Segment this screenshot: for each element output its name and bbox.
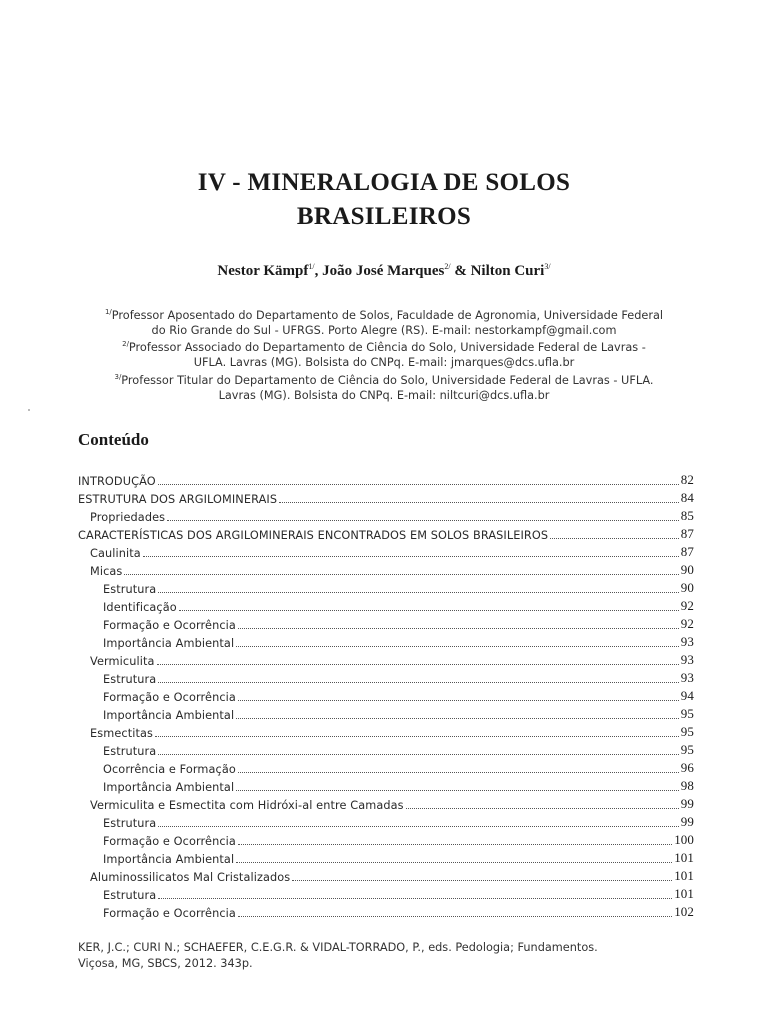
toc-entry[interactable]	[78, 776, 694, 794]
toc-entry-label: Formação e Ocorrência	[103, 907, 236, 920]
toc-entry[interactable]	[78, 650, 694, 668]
toc-entry-page: 92	[680, 616, 694, 631]
toc-entry-page: 99	[680, 814, 694, 829]
toc-entry[interactable]	[78, 794, 694, 812]
citation-line-2: Viçosa, MG, SBCS, 2012. 343p.	[78, 957, 253, 970]
toc-leader	[550, 538, 679, 539]
contents-heading: Conteúdo	[78, 430, 149, 449]
toc-leader	[236, 790, 679, 791]
chapter-title-line-1: IV - MINERALOGIA DE SOLOS	[197, 169, 571, 196]
toc-entry-label: ESTRUTURA DOS ARGILOMINERAIS	[78, 493, 278, 506]
toc-entry[interactable]	[78, 578, 694, 596]
toc-entry-page: 93	[680, 652, 694, 667]
affiliation-3-mark: 3/	[114, 373, 122, 381]
toc-entry-label: Formação e Ocorrência	[103, 691, 236, 704]
affiliation-2-text-1: Professor Associado do Departamento de Ciência do Solo, Universidade Federal de Lavras -	[128, 340, 646, 354]
toc-entry[interactable]	[78, 866, 694, 884]
toc-entry[interactable]	[78, 524, 694, 542]
toc-entry-label: Micas	[90, 565, 123, 578]
toc-leader	[158, 592, 678, 593]
toc-entry-label: Estrutura	[103, 889, 157, 902]
toc-entry-label: Importância Ambiental	[103, 709, 235, 722]
toc-entry-page: 87	[680, 526, 694, 541]
toc-entry-page: 101	[674, 850, 694, 865]
toc-entry[interactable]	[78, 740, 694, 758]
affiliation-3-line-2: Lavras (MG). Bolsista do CNPq. E-mail: niltcuri@dcs.ufla.br	[218, 388, 550, 402]
toc-entry-page: 100	[674, 832, 694, 847]
toc-leader	[179, 610, 679, 611]
author-3: Nilton Curi	[470, 263, 545, 279]
toc-entry-page: 101	[674, 868, 694, 883]
toc-entry-page: 98	[680, 778, 694, 793]
affiliation-1-mark: 1/	[104, 308, 112, 316]
affiliation-1-line-2: do Rio Grande do Sul - UFRGS. Porto Alegre (RS). E-mail: nestorkampf@gmail.com	[151, 323, 617, 337]
toc-entry[interactable]	[78, 560, 694, 578]
affiliation-1	[0, 305, 768, 338]
toc-entry[interactable]	[78, 848, 694, 866]
toc-entry-page: 84	[680, 490, 694, 505]
toc-entry-label: Esmectitas	[90, 727, 153, 740]
toc-entry-page: 99	[680, 796, 694, 811]
toc-entry-label: Ocorrência e Formação	[103, 763, 236, 776]
toc-entry-page: 93	[680, 634, 694, 649]
toc-entry-page: 101	[674, 886, 694, 901]
toc-entry[interactable]	[78, 542, 694, 560]
toc-entry-page: 85	[680, 508, 694, 523]
affiliation-2-mark: 2/	[122, 340, 129, 348]
author-1-mark: 1/	[308, 262, 315, 271]
toc-leader	[158, 682, 678, 683]
toc-entry[interactable]	[78, 596, 694, 614]
toc-entry[interactable]	[78, 686, 694, 704]
affiliation-2	[0, 337, 768, 370]
toc-entry[interactable]	[78, 884, 694, 902]
toc-entry-page: 92	[680, 598, 694, 613]
toc-entry-label: Formação e Ocorrência	[103, 835, 236, 848]
toc-entry-page: 94	[680, 688, 694, 703]
toc-entry-label: Estrutura	[103, 745, 157, 758]
toc-entry[interactable]	[78, 722, 694, 740]
toc-entry[interactable]	[78, 668, 694, 686]
toc-entry[interactable]	[78, 614, 694, 632]
toc-leader	[157, 664, 679, 665]
authors-line	[0, 262, 768, 280]
author-2: João José Marques	[322, 263, 445, 279]
toc-entry-page: 102	[674, 904, 694, 919]
toc-leader	[158, 484, 679, 485]
toc-entry-page: 87	[680, 544, 694, 559]
toc-entry-page: 90	[680, 580, 694, 595]
toc-leader	[406, 808, 679, 809]
toc-leader	[279, 502, 679, 503]
toc-entry-label: Estrutura	[103, 817, 157, 830]
toc-leader	[158, 754, 678, 755]
author-1: Nestor Kämpf	[217, 263, 309, 279]
citation-line-1: KER, J.C.; CURI N.; SCHAEFER, C.E.G.R. & VIDAL-TORRADO, P., eds. Pedologia; Fundamentos.	[78, 941, 598, 954]
toc-entry[interactable]	[78, 470, 694, 488]
toc-leader	[236, 862, 672, 863]
toc-leader	[236, 718, 679, 719]
toc-leader	[238, 916, 672, 917]
toc-leader	[292, 880, 672, 881]
toc-entry[interactable]	[78, 704, 694, 722]
toc-entry-page: 90	[680, 562, 694, 577]
toc-entry-page: 96	[680, 760, 694, 775]
toc-entry-label: Propriedades	[90, 511, 166, 524]
toc-entry-label: Vermiculita	[90, 655, 155, 668]
toc-entry-label: Estrutura	[103, 583, 157, 596]
toc-leader	[238, 844, 672, 845]
toc-entry[interactable]	[78, 632, 694, 650]
toc-entry-page: 82	[680, 472, 694, 487]
affiliation-2-line-1	[0, 337, 768, 355]
toc-entry-label: INTRODUÇÃO	[78, 475, 156, 488]
chapter-title-line-2: BRASILEIROS	[296, 203, 472, 230]
toc-entry[interactable]	[78, 506, 694, 524]
toc-entry-label: Caulinita	[90, 547, 141, 560]
author-separator-2: &	[450, 263, 471, 279]
toc-leader	[236, 646, 679, 647]
toc-entry[interactable]	[78, 812, 694, 830]
toc-leader	[143, 556, 679, 557]
toc-leader	[238, 700, 679, 701]
toc-entry-page: 95	[680, 742, 694, 757]
affiliation-2-line-2: UFLA. Lavras (MG). Bolsista do CNPq. E-mail: jmarques@dcs.ufla.br	[193, 355, 575, 369]
toc-leader	[158, 898, 672, 899]
table-of-contents	[78, 470, 694, 920]
toc-entry-page: 95	[680, 706, 694, 721]
affiliation-1-text-1: Professor Aposentado do Departamento de Solos, Faculdade de Agronomia, Universidade Federal	[111, 308, 664, 322]
toc-leader	[124, 574, 678, 575]
toc-entry-page: 95	[680, 724, 694, 739]
toc-leader	[158, 826, 678, 827]
toc-entry-label: Importância Ambiental	[103, 853, 235, 866]
toc-entry-label: Importância Ambiental	[103, 637, 235, 650]
toc-entry-label: Identificação	[103, 601, 177, 614]
affiliation-1-line-1	[0, 305, 768, 323]
toc-entry[interactable]	[78, 488, 694, 506]
toc-entry-label: Aluminossilicatos Mal Cristalizados	[90, 871, 291, 884]
toc-leader	[167, 520, 679, 521]
chapter-title	[0, 166, 768, 234]
toc-entry-page: 93	[680, 670, 694, 685]
toc-entry-label: Estrutura	[103, 673, 157, 686]
toc-entry[interactable]	[78, 758, 694, 776]
author-2-mark: 2/	[444, 262, 451, 271]
toc-entry-label: Formação e Ocorrência	[103, 619, 236, 632]
toc-entry-label: CARACTERÍSTICAS DOS ARGILOMINERAIS ENCONTRADOS EM SOLOS BRASILEIROS	[78, 529, 549, 542]
toc-leader	[238, 772, 679, 773]
affiliation-3-text-1: Professor Titular do Departamento de Ciência do Solo, Universidade Federal de Lavras - UFLA.	[121, 373, 654, 387]
scan-speck	[28, 409, 30, 411]
toc-leader	[155, 736, 679, 737]
toc-entry[interactable]	[78, 902, 694, 920]
toc-entry[interactable]	[78, 830, 694, 848]
toc-entry-label: Importância Ambiental	[103, 781, 235, 794]
citation-footer	[78, 940, 698, 972]
author-3-mark: 3/	[544, 262, 551, 271]
affiliation-3-line-1	[0, 370, 768, 388]
affiliation-3	[0, 370, 768, 403]
toc-entry-label: Vermiculita e Esmectita com Hidróxi-al entre Camadas	[90, 799, 404, 812]
toc-leader	[238, 628, 679, 629]
author-separator-1: ,	[314, 263, 323, 279]
